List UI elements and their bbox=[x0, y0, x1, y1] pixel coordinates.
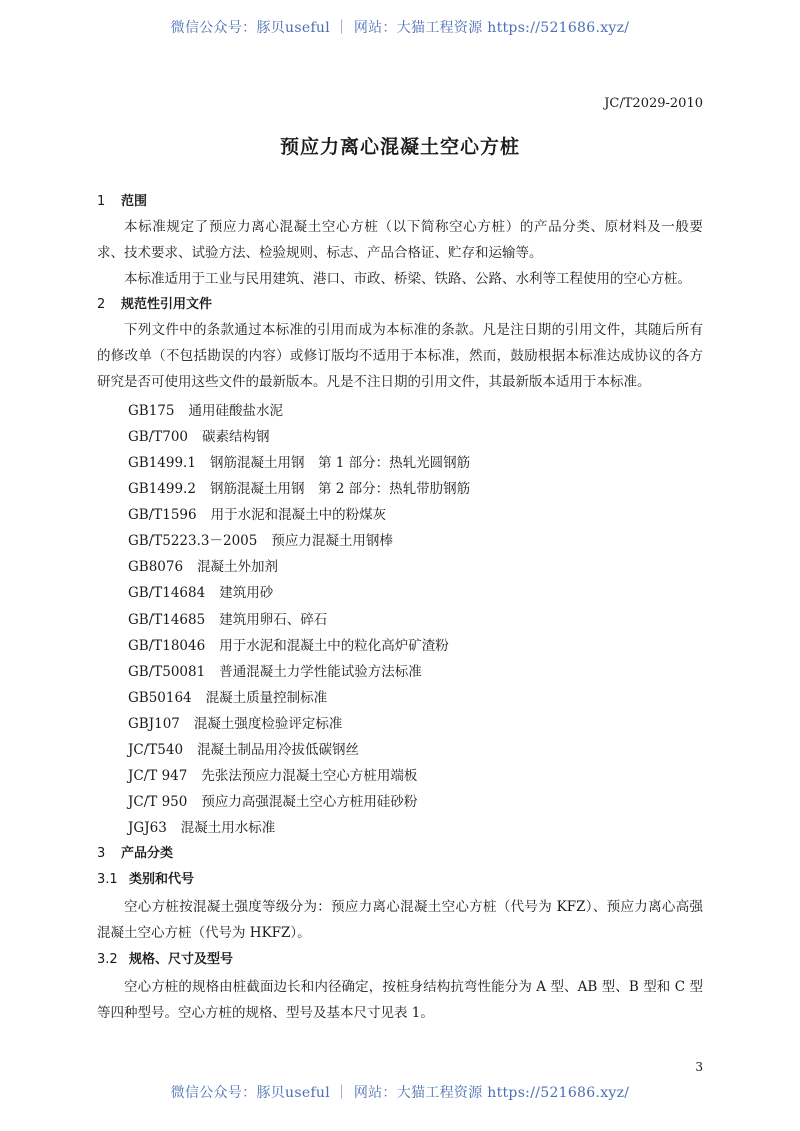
page-title: 预应力离心混凝土空心方桩 bbox=[279, 136, 520, 158]
ref-code: GB/T14684 bbox=[128, 585, 206, 602]
ref-name: 普通混凝土力学性能试验方法标准 bbox=[219, 663, 422, 680]
ref-name: 钢筋混凝土用钢 第 2 部分：热轧带肋钢筋 bbox=[209, 481, 471, 498]
section-number: 1 bbox=[97, 194, 106, 209]
ref-code: JC/T 950 bbox=[128, 794, 188, 811]
ref-code: GB/T14685 bbox=[128, 611, 206, 628]
subsection-number: 3.2 bbox=[97, 951, 118, 967]
ref-code: GB/T50081 bbox=[128, 663, 206, 680]
ref-code: JC/T540 bbox=[128, 742, 184, 758]
page-number: 3 bbox=[695, 1060, 703, 1074]
list-item bbox=[97, 711, 703, 737]
subsection-title: 类别和代号 bbox=[129, 872, 195, 888]
section-2-heading bbox=[97, 292, 703, 318]
ref-code: GB1499.2 bbox=[128, 481, 196, 498]
watermark-top: 微信公众号：豚贝useful ｜ 网站：大猫工程资源 https://521686.xyz/ bbox=[170, 20, 630, 36]
list-item bbox=[97, 398, 703, 424]
watermark-bottom: 微信公众号：豚贝useful ｜ 网站：大猫工程资源 https://521686.xyz/ bbox=[170, 1085, 630, 1101]
ref-code: GB/T700 bbox=[128, 428, 189, 445]
list-item bbox=[97, 450, 703, 476]
ref-name: 混凝土强度检验评定标准 bbox=[193, 715, 343, 732]
section-number: 2 bbox=[97, 297, 106, 313]
ref-code: GB1499.1 bbox=[128, 454, 196, 471]
paragraph: 下列文件中的条款通过本标准的引用而成为本标准的条款。凡是注日期的引用文件，其随后所有的修改单（不包括勘误的内容）或修订版均不适用于本标准，然而，鼓励根据本标准达成协议的各方研究是否可使用这些文件的最新版本。凡是不注日期的引用文件，其最新版本适用于本标准。 bbox=[97, 322, 703, 390]
ref-code: JGJ63 bbox=[128, 820, 167, 837]
ref-code: GB8076 bbox=[128, 559, 184, 576]
list-item bbox=[97, 476, 703, 502]
ref-name: 预应力高强混凝土空心方桩用硅砂粉 bbox=[201, 794, 418, 811]
ref-code: GB175 bbox=[128, 402, 175, 419]
ref-name: 混凝土质量控制标准 bbox=[205, 689, 328, 706]
ref-name: 碳素结构钢 bbox=[202, 428, 270, 445]
ref-name: 混凝土制品用冷拔低碳钢丝 bbox=[197, 742, 360, 758]
section-number: 3 bbox=[97, 846, 106, 862]
ref-name: 用于水泥和混凝土中的粉煤灰 bbox=[210, 507, 387, 524]
list-item bbox=[97, 737, 703, 763]
paragraph: 本标准适用于工业与民用建筑、港口、市政、桥梁、铁路、公路、水利等工程使用的空心方桩。 bbox=[124, 270, 691, 287]
list-item bbox=[97, 789, 703, 815]
ref-name: 预应力混凝土用钢棒 bbox=[271, 533, 393, 550]
section-3-heading bbox=[97, 841, 703, 867]
ref-name: 用于水泥和混凝土中的粒化高炉矿渣粉 bbox=[219, 637, 449, 654]
reference-list bbox=[97, 398, 703, 842]
ref-code: GB/T18046 bbox=[128, 637, 206, 654]
section-title: 规范性引用文件 bbox=[121, 297, 213, 313]
list-item bbox=[97, 580, 703, 606]
ref-code: GB50164 bbox=[128, 689, 192, 706]
ref-name: 钢筋混凝土用钢 第 1 部分：热轧光圆钢筋 bbox=[209, 454, 471, 471]
standard-number: JC/T2029-2010 bbox=[604, 96, 703, 111]
list-item bbox=[97, 685, 703, 711]
subsection-3-1-heading bbox=[97, 867, 703, 893]
ref-name: 建筑用卵石、碎石 bbox=[219, 611, 328, 628]
ref-code: JC/T 947 bbox=[128, 768, 188, 785]
list-item bbox=[97, 554, 703, 580]
ref-code: GB/T1596 bbox=[128, 507, 197, 524]
section-title: 范围 bbox=[121, 194, 148, 209]
list-item bbox=[97, 607, 703, 633]
ref-code: GBJ107 bbox=[128, 715, 180, 732]
paragraph: 空心方桩的规格由桩截面边长和内径确定，按桩身结构抗弯性能分为 A 型、AB 型、B 型和 C 型等四种型号。空心方桩的规格、型号及基本尺寸见表 1。 bbox=[97, 978, 703, 1021]
subsection-title: 规格、尺寸及型号 bbox=[129, 951, 234, 967]
ref-name: 先张法预应力混凝土空心方桩用端板 bbox=[201, 768, 418, 785]
paragraph: 空心方桩按混凝土强度等级分为：预应力离心混凝土空心方桩（代号为 KFZ）、预应力离心高强混凝土空心方桩（代号为 HKFZ）。 bbox=[97, 899, 703, 942]
ref-name: 混凝土用水标准 bbox=[180, 820, 276, 837]
list-item bbox=[97, 424, 703, 450]
section-1-heading bbox=[97, 189, 703, 215]
ref-name: 建筑用砂 bbox=[219, 585, 274, 602]
subsection-3-2-heading bbox=[97, 947, 703, 973]
subsection-number: 3.1 bbox=[97, 872, 118, 888]
ref-name: 通用硅酸盐水泥 bbox=[188, 402, 283, 419]
document-body bbox=[97, 189, 703, 1027]
ref-name: 混凝土外加剂 bbox=[197, 559, 279, 576]
list-item bbox=[97, 633, 703, 659]
section-title: 产品分类 bbox=[121, 846, 174, 862]
list-item bbox=[97, 659, 703, 685]
list-item bbox=[97, 763, 703, 789]
list-item bbox=[97, 502, 703, 528]
paragraph: 本标准规定了预应力离心混凝土空心方桩（以下简称空心方桩）的产品分类、原材料及一般要求、技术要求、试验方法、检验规则、标志、产品合格证、贮存和运输等。 bbox=[97, 219, 703, 261]
list-item bbox=[97, 815, 703, 841]
list-item bbox=[97, 528, 703, 554]
ref-code: GB/T5223.3－2005 bbox=[128, 533, 258, 550]
